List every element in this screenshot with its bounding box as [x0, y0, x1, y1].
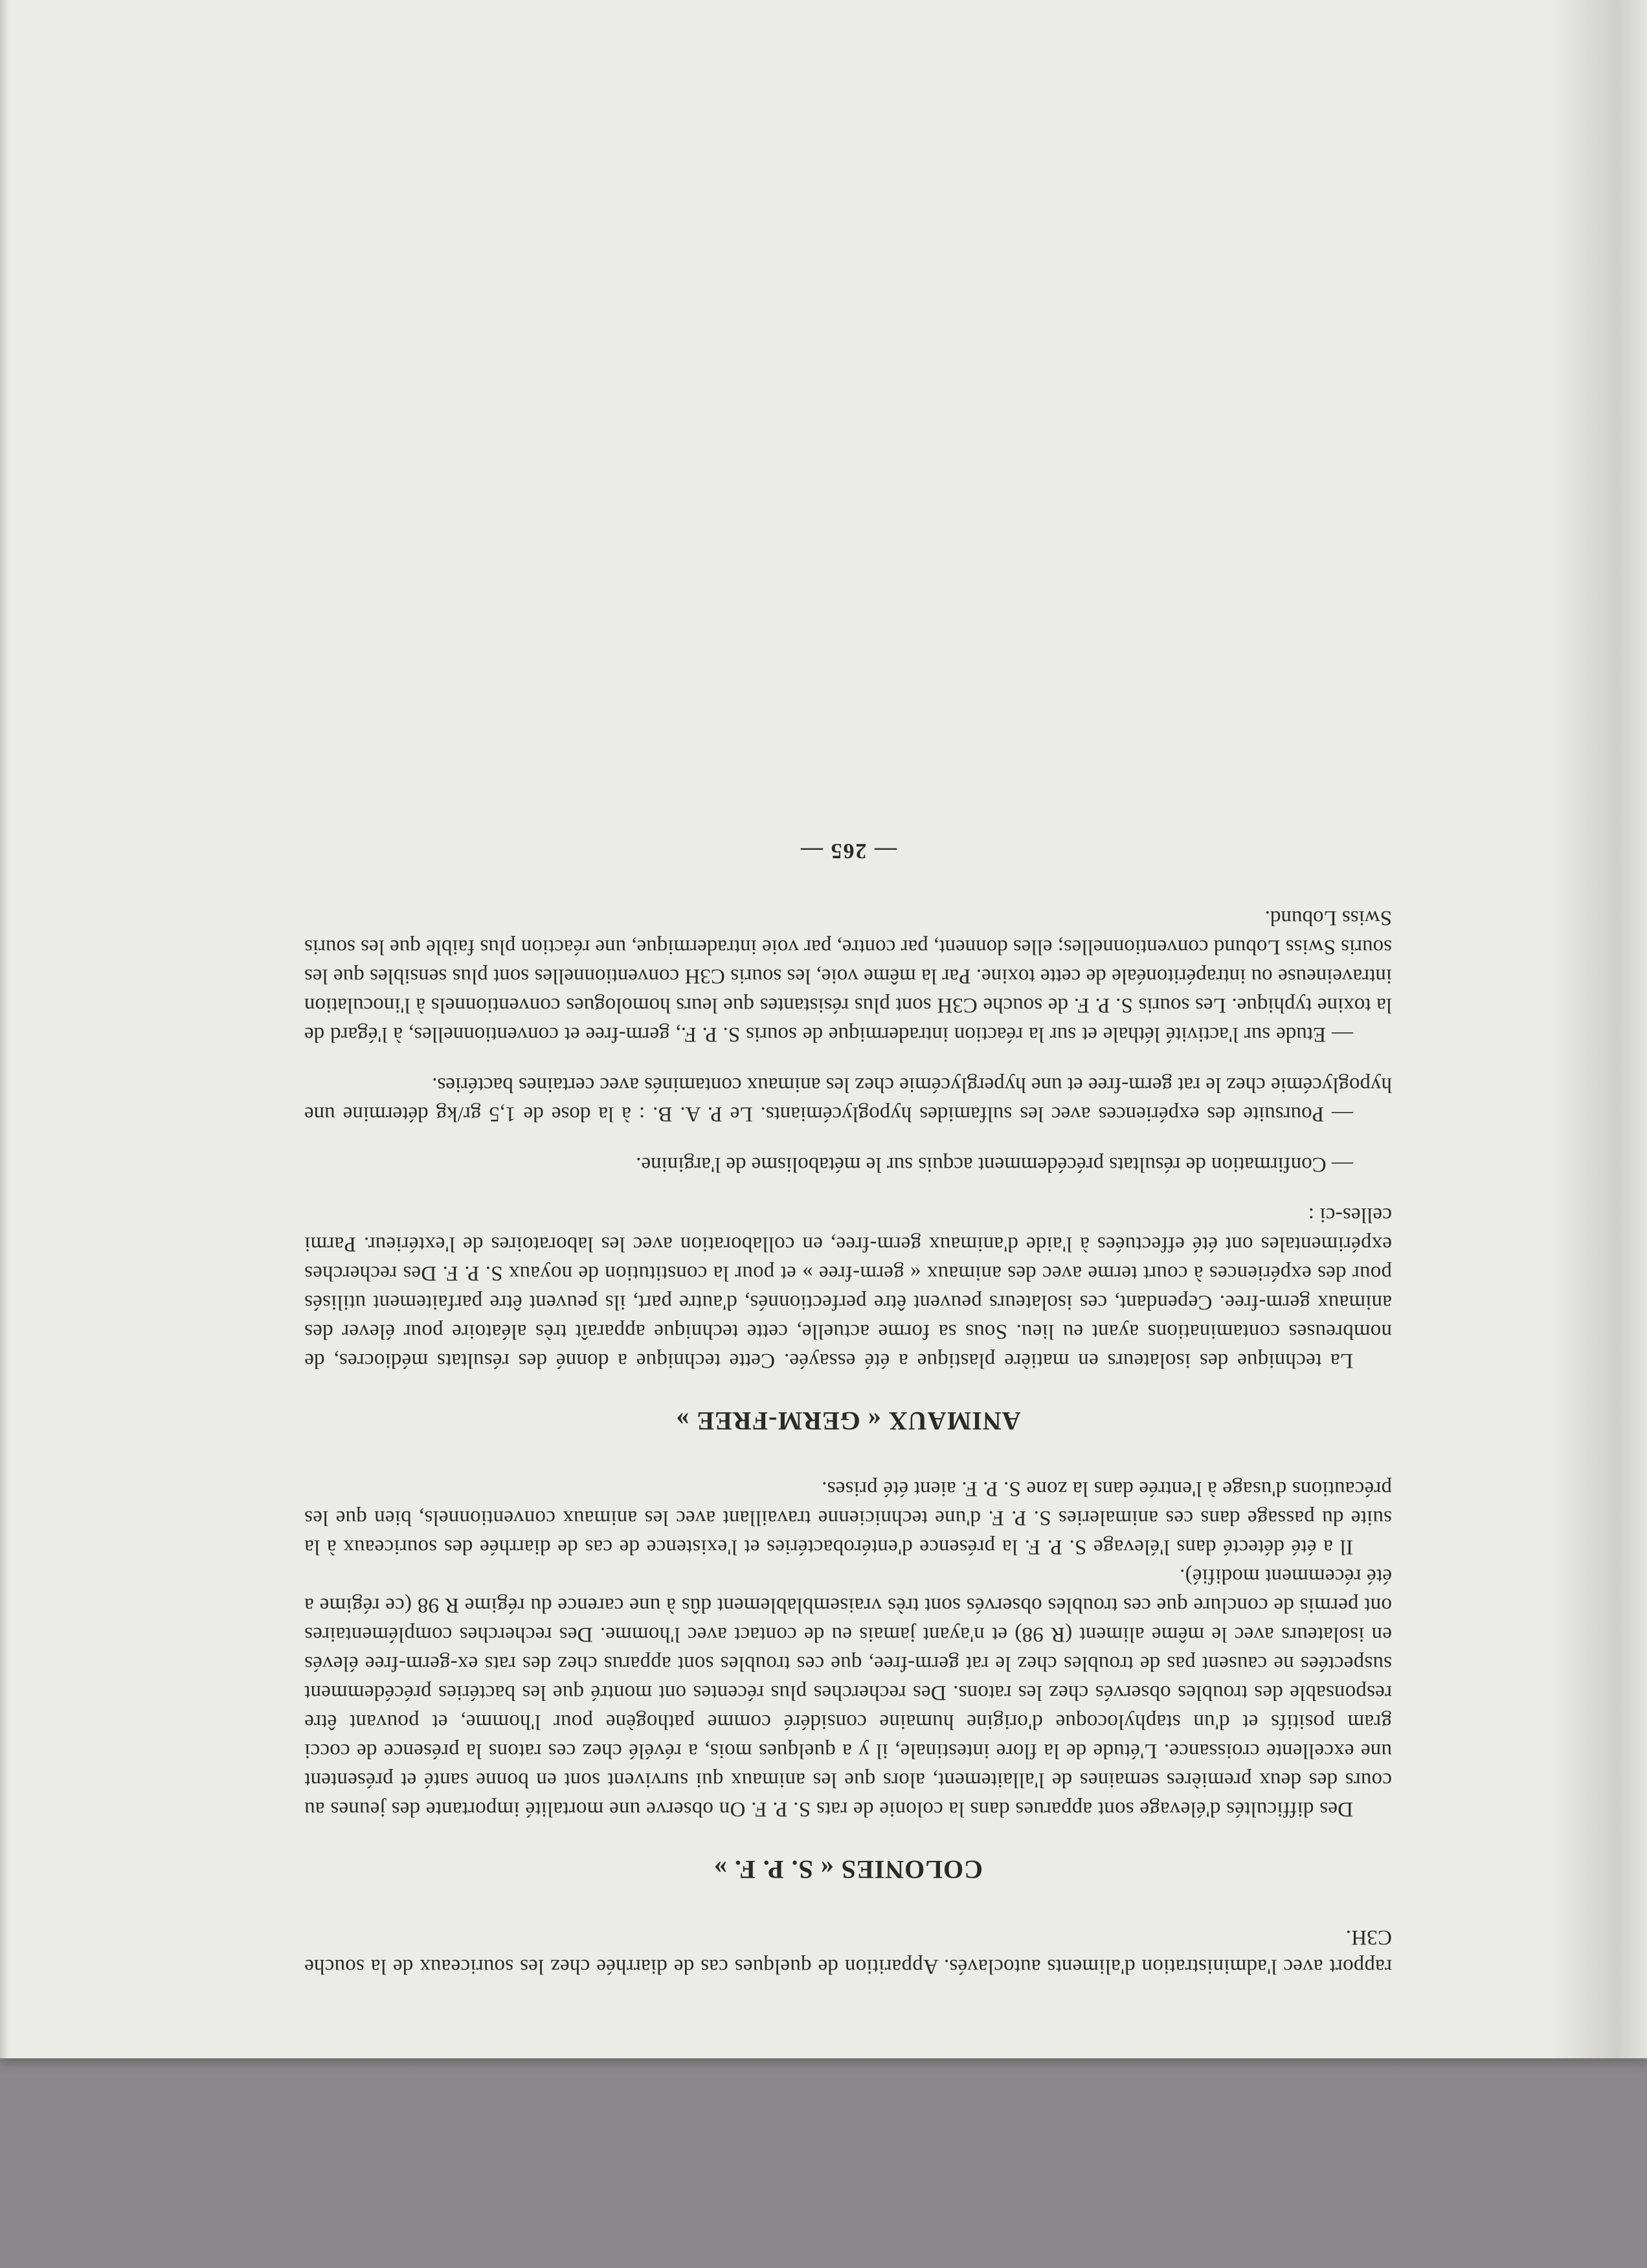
page-left-edge	[0, 0, 9, 2058]
page-text-upside-down	[304, 220, 1392, 1981]
intro-paragraph: rapport avec l'administration d'aliments autoclavés. Apparition de quelques cas de diarrhée chez les souriceaux de la souche C3H.	[304, 1926, 1392, 1978]
list-item: — Poursuite des expériences avec les sulfamides hypoglycémiants. Le P. A. B. : à la dose de 1,5 gr/kg détermine une hypoglycémie chez le rat germ-free et une hyperglycémie chez les animaux contaminés avec certaines bactéries.	[304, 1073, 1392, 1126]
list-item: — Confirmation de résultats précédemment acquis sur le métabolisme de l'arginine.	[636, 1153, 1353, 1176]
paragraph: Des difficultés d'élevage sont apparues dans la colonie de rats S. P. F. On observe une mortalité importante des jeunes au cours des deux premières semaines de l'allaitement, alors que les animaux qui survivent sont en bonne santé et présentent une excellente croissance. L'étude de la flore intestinale, il y a quelques mois, a révélé chez ces ratons la présence de cocci gram positifs et d'un staphylocoque d'origine humaine considéré comme pathogène pour l'homme, et pouvant être responsable des troubles observés chez les ratons. Des recherches plus récentes ont montré que les bactéries précédemment suspectées ne causent pas de troubles chez le rat germ-free, que ces troubles sont apparus chez des rats ex-germ-free élevés en isolateurs avec le même aliment (R 98) et n'ayant jamais eu de contact avec l'homme. Des recherches complémentaires ont permis de conclure que ces troubles observés sont très vraisemblablement dûs à une carence du régime R 98 (ce régime a été récemment modifié).	[304, 1564, 1392, 1821]
list-item: — Etude sur l'activité léthale et sur la réaction intradermique de souris S. P. F., germ-free et conventionnelles, à l'égard de la toxine typhique. Les souris S. P. F. de souche C3H sont plus résistantes que leurs homologues conventionnels à l'inoculation intraveineuse ou intrapéritonéale de cette toxine. Par la même voie, les souris C3H conventionnelles sont plus sensibles que les souris Swiss Lobund conventionnelles; elles donnent, par contre, par voie intradermique, une réaction plus faible que les souris Swiss Lobund.	[304, 906, 1392, 1046]
section-title-colonies-spf: COLONIES « S. P. F. »	[713, 1855, 983, 1884]
section-title-animaux-germ-free: ANIMAUX « GERM-FREE »	[675, 1406, 1021, 1436]
paragraph: Il a été détecté dans l'élevage S. P. F. la présence d'entérobactéries et l'existence de cas de diarrhée des souriceaux à la suite du passage dans ces animaleries S. P. F. d'une technicienne travaillant avec les animaux conventionnels, bien que les précautions d'usage à l'entrée dans la zone S. P. F. aient été prises.	[304, 1477, 1392, 1559]
page-number: — 265 —	[800, 839, 897, 863]
page-gutter-shadow	[1550, 0, 1647, 2058]
paragraph: La technique des isolateurs en matière plastique a été essayée. Cette technique a donné des résultats médiocres, de nombreuses contaminations ayant eu lieu. Sous sa forme actuelle, cette technique apparaît très aléatoire pour élever des animaux germ-free. Cependant, ces isolateurs peuvent être perfectionnés, d'autre part, ils peuvent être parfaitement utilisés pour des expériences à court terme avec des animaux « germ-free » et pour la constitution de noyaux S. P. F. Des recherches expérimentales ont été effectuées à l'aide d'animaux germ-free, en collaboration avec les laboratoires de l'extérieur. Parmi celles-ci :	[304, 1203, 1392, 1372]
